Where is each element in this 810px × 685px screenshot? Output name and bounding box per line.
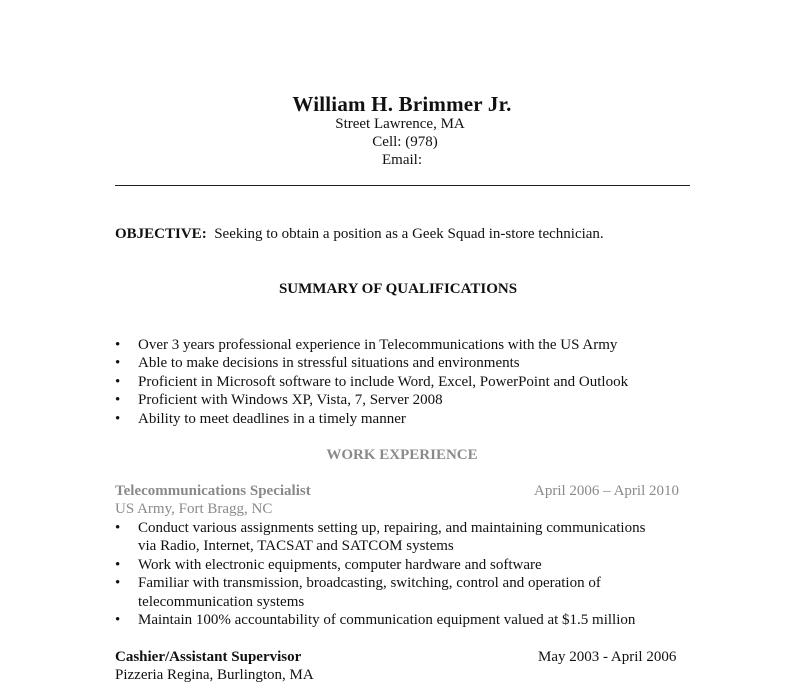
bullet-icon: • [115, 520, 121, 536]
list-item-continuation: via Radio, Internet, TACSAT and SATCOM systems [138, 538, 454, 555]
summary-list [115, 336, 628, 428]
bullet-icon: • [115, 612, 121, 629]
cell-line: Cell: (978) [372, 134, 438, 150]
header-divider [115, 185, 690, 186]
list-item: • Proficient with Windows XP, Vista, 7, Server 2008 [115, 392, 443, 409]
job-organization: US Army, Fort Bragg, NC [115, 501, 273, 517]
list-item: • Proficient in Microsoft software to include Word, Excel, PowerPoint and Outlook [115, 373, 629, 390]
job-title: Telecommunications Specialist [115, 483, 311, 499]
bullet-icon: • [115, 575, 121, 592]
list-item: • Over 3 years professional experience in Telecommunications with the US Army [115, 337, 618, 353]
objective-section [115, 226, 604, 243]
bullet-icon: • [115, 392, 121, 409]
email-line: Email: [382, 152, 422, 168]
list-item-continuation: telecommunication systems [138, 593, 305, 610]
job-dates: April 2006 – April 2010 [534, 483, 679, 499]
work-experience-heading: WORK EXPERIENCE [326, 447, 478, 463]
list-item: • Ability to meet deadlines in a timely manner [115, 410, 406, 427]
list-item: • Work with electronic equipments, computer hardware and software [115, 556, 542, 573]
list-item: • Conduct various assignments setting up, repairing, and maintaining communications [115, 520, 646, 536]
bullet-icon: • [115, 556, 121, 573]
address-line: Street Lawrence, MA [335, 116, 465, 132]
bullet-icon: • [115, 355, 121, 372]
job-title: Cashier/Assistant Supervisor [115, 649, 302, 665]
applicant-name: William H. Brimmer Jr. [292, 92, 512, 116]
summary-heading: SUMMARY OF QUALIFICATIONS [278, 281, 518, 297]
bullet-icon: • [115, 373, 121, 390]
list-item: • Able to make decisions in stressful situations and environments [115, 355, 520, 372]
list-item: • Maintain 100% accountability of communication equipment valued at $1.5 million [115, 612, 636, 629]
bullet-icon: • [115, 337, 121, 353]
job-dates: May 2003 - April 2006 [538, 649, 677, 665]
bullet-icon: • [115, 410, 121, 427]
job-organization: Pizzeria Regina, Burlington, MA [115, 667, 314, 683]
objective-text: Seeking to obtain a position as a Geek Squad in-store technician. [214, 226, 604, 242]
list-item: • Familiar with transmission, broadcasting, switching, control and operation of [115, 575, 601, 592]
objective-label: OBJECTIVE: [115, 226, 207, 242]
job-duties-list [115, 519, 645, 629]
